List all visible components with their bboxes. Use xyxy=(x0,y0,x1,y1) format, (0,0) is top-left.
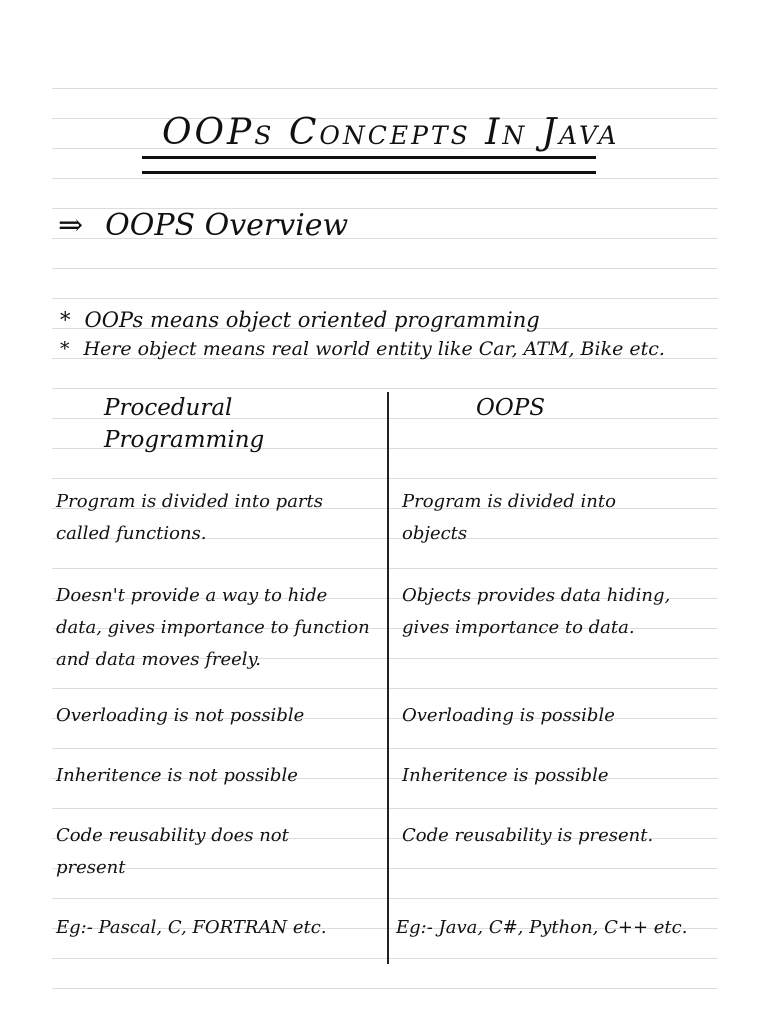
bullet-text: Here object means real world entity like Car, ATM, Bike etc. xyxy=(83,338,665,360)
oops-cell: Program is divided into objects xyxy=(402,491,616,544)
asterisk-icon: * xyxy=(60,308,71,332)
right-arrow-icon: ⇒ xyxy=(58,208,84,243)
section-heading xyxy=(58,208,348,243)
bullet-item xyxy=(60,338,665,360)
bullet-text: OOPs means object oriented programming xyxy=(84,308,540,332)
oops-cell: Objects provides data hiding, gives importance to data. xyxy=(402,585,671,638)
section-heading-text: OOPS Overview xyxy=(105,208,349,243)
oops-cell: Overloading is possible xyxy=(402,705,615,726)
procedural-cell: Program is divided into parts called functions. xyxy=(56,491,324,544)
column-header-procedural: Procedural Programming xyxy=(104,395,265,453)
bullet-item xyxy=(60,308,540,332)
procedural-cell: Doesn't provide a way to hide data, gives importance to function and data moves freely. xyxy=(56,585,370,670)
column-divider xyxy=(387,392,389,964)
asterisk-icon: * xyxy=(60,338,70,360)
column-header-oops: OOPS xyxy=(476,395,545,421)
oops-cell: Eg:- Java, C#, Python, C++ etc. xyxy=(396,917,688,938)
oops-cell: Inheritence is possible xyxy=(402,765,609,786)
procedural-cell: Inheritence is not possible xyxy=(56,765,298,786)
procedural-cell: Overloading is not possible xyxy=(56,705,305,726)
procedural-cell: Code reusability does not present xyxy=(56,825,289,878)
title-underline-top xyxy=(142,156,596,159)
procedural-cell: Eg:- Pascal, C, FORTRAN etc. xyxy=(56,917,327,938)
title-underline-bottom xyxy=(142,171,596,174)
page-title: OOPs Concepts In Java xyxy=(162,112,620,153)
oops-cell: Code reusability is present. xyxy=(402,825,654,846)
